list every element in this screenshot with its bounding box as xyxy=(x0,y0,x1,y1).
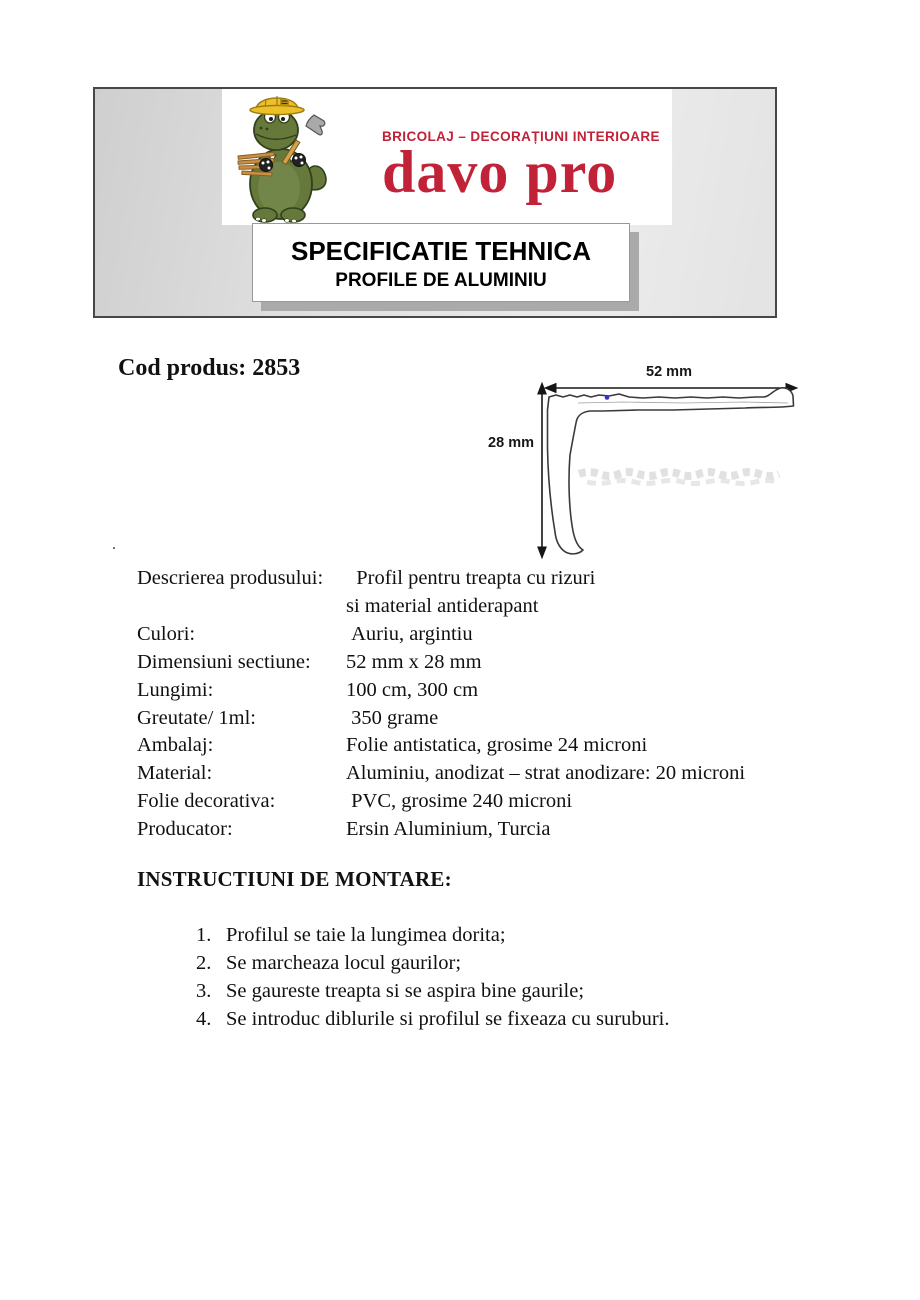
spec-value: si material antiderapant xyxy=(346,594,539,617)
spec-row xyxy=(137,593,857,621)
spec-row xyxy=(137,788,857,816)
document-title: SPECIFICATIE TEHNICA xyxy=(291,236,591,266)
spec-row xyxy=(137,677,857,705)
spec-value: Folie antistatica, grosime 24 microni xyxy=(346,734,648,757)
product-code: Cod produs: 2853 xyxy=(118,355,301,381)
header-panel xyxy=(93,87,777,318)
spec-label: Material: xyxy=(137,762,213,785)
item-number: 4. xyxy=(196,1008,212,1030)
spec-value: PVC, grosime 240 microni xyxy=(346,790,573,813)
document-subtitle: PROFILE DE ALUMINIU xyxy=(335,270,547,291)
mascot-dinosaur-icon xyxy=(236,92,338,224)
spec-value: Auriu, argintiu xyxy=(346,622,473,645)
stray-mark: . xyxy=(112,536,116,553)
watermark-noise xyxy=(579,472,779,484)
spec-row xyxy=(137,732,857,760)
logo-text-block xyxy=(382,129,662,205)
spec-label: Producator: xyxy=(137,818,233,841)
item-text: Profilul se taie la lungimea dorita; xyxy=(226,924,506,946)
logo-strip xyxy=(222,89,672,225)
height-dimension-label: 28 mm xyxy=(488,435,534,451)
spec-row xyxy=(137,705,857,733)
profile-diagram xyxy=(483,358,803,562)
spec-row xyxy=(137,760,857,788)
title-box xyxy=(252,223,630,302)
list-item xyxy=(196,1005,669,1033)
list-item xyxy=(196,921,669,949)
list-item xyxy=(196,977,669,1005)
spec-row xyxy=(137,816,857,844)
spec-label: Descrierea produsului: xyxy=(137,567,324,589)
brand-name: davo pro xyxy=(382,139,618,205)
spec-label: Dimensiuni sectiune: xyxy=(137,650,311,673)
spec-label: Folie decorativa: xyxy=(137,790,276,813)
item-number: 3. xyxy=(196,980,212,1002)
marker-dot xyxy=(605,395,610,400)
spec-label xyxy=(137,593,346,621)
spec-row xyxy=(137,649,857,677)
spec-table xyxy=(137,565,857,844)
item-text: Se introduc diblurile si profilul se fixeaza cu suruburi. xyxy=(226,1008,670,1030)
spec-value: 52 mm x 28 mm xyxy=(346,650,482,673)
width-dimension-label: 52 mm xyxy=(646,364,692,380)
spec-value: Profil pentru treapta cu rizuri xyxy=(346,567,596,589)
spec-value: 100 cm, 300 cm xyxy=(346,678,479,701)
item-text: Se gaureste treapta si se aspira bine gaurile; xyxy=(226,980,585,1002)
height-arrow xyxy=(538,383,546,558)
spec-value: Ersin Aluminium, Turcia xyxy=(346,818,551,841)
spec-row xyxy=(137,565,857,593)
brand-tagline: BRICOLAJ – DECORAȚIUNI INTERIOARE xyxy=(382,129,660,144)
spec-value: 350 grame xyxy=(346,706,439,729)
instructions-heading: INSTRUCTIUNI DE MONTARE: xyxy=(137,867,452,891)
instructions-list xyxy=(196,921,669,1033)
spec-label: Greutate/ 1ml: xyxy=(137,706,256,729)
spec-label: Culori: xyxy=(137,622,196,645)
spec-label: Ambalaj: xyxy=(137,734,214,757)
item-number: 1. xyxy=(196,924,212,946)
list-item xyxy=(196,949,669,977)
width-arrow xyxy=(545,384,797,393)
item-text: Se marcheaza locul gaurilor; xyxy=(226,952,462,974)
spec-value: Aluminiu, anodizat – strat anodizare: 20 microni xyxy=(346,762,746,785)
spec-label: Lungimi: xyxy=(137,678,214,701)
item-number: 2. xyxy=(196,952,212,974)
spec-row xyxy=(137,621,857,649)
